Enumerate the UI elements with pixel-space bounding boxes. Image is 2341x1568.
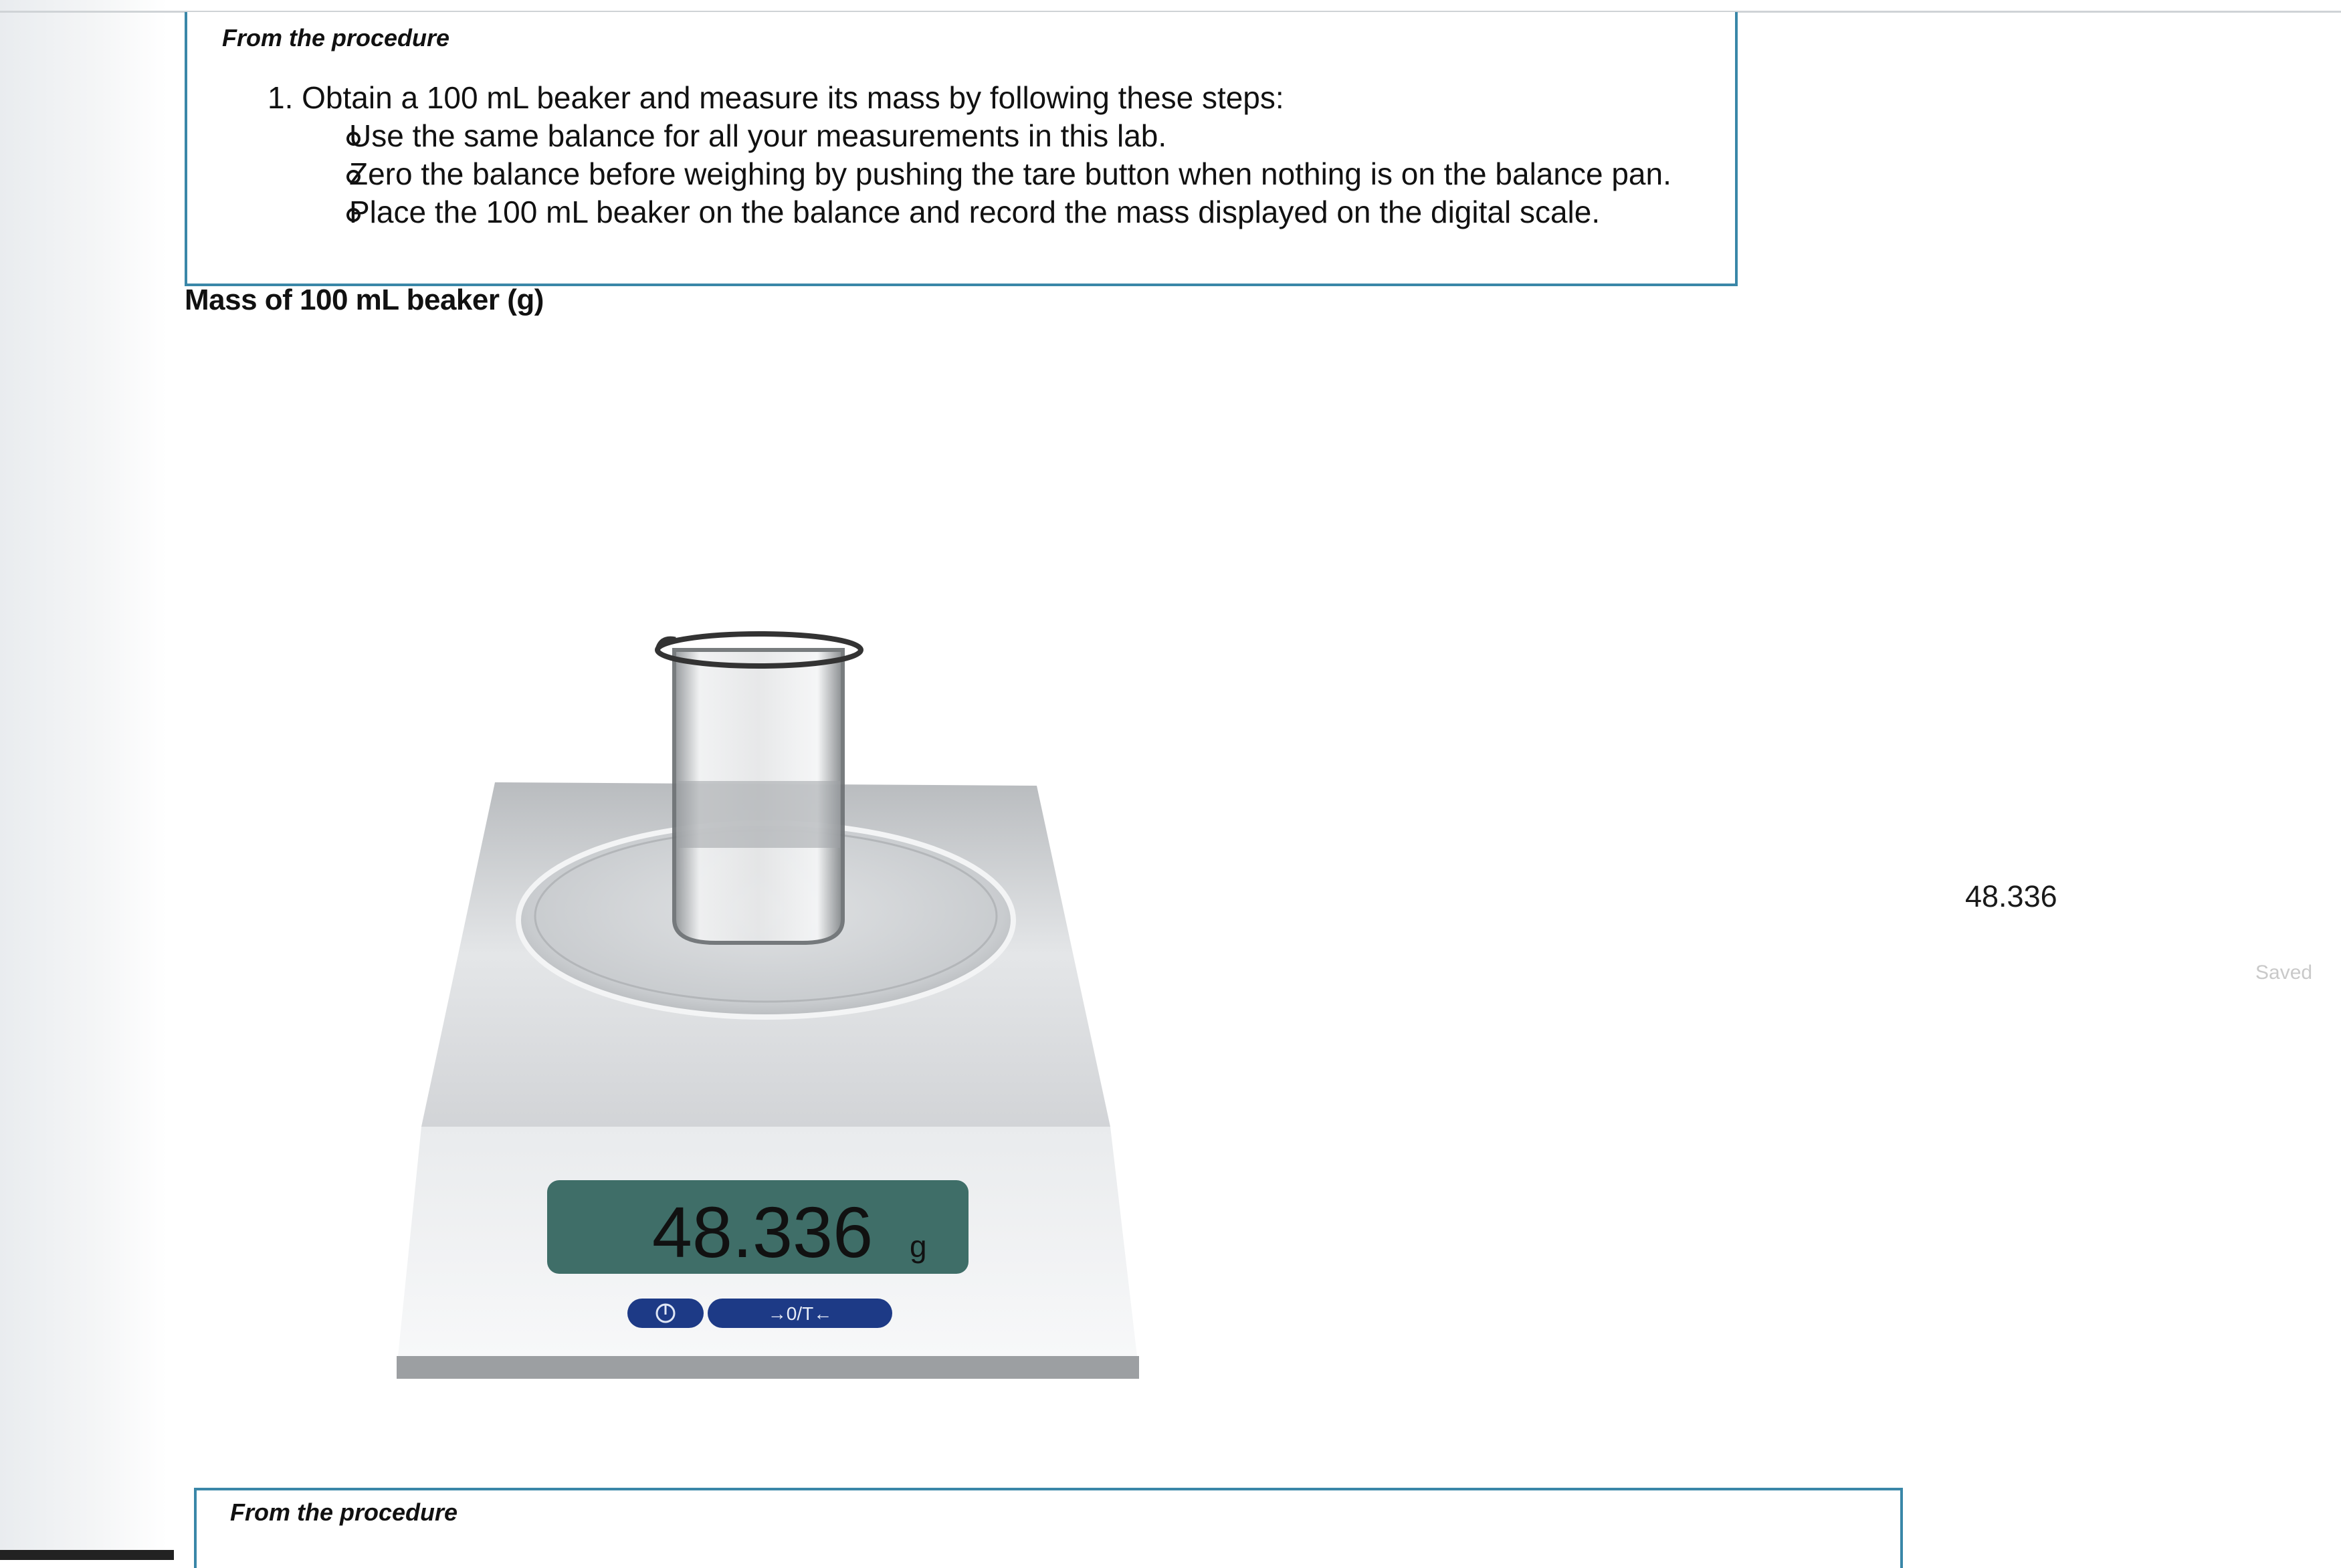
display-unit: g (910, 1229, 927, 1264)
balance-simulation[interactable] (375, 588, 1164, 1397)
bullet-text: Zero the balance before weighing by pushing the tare button when nothing is on the balance pan. (349, 156, 1671, 191)
procedure-title: From the procedure (222, 24, 450, 51)
bullet-circle-icon (346, 170, 361, 184)
bullet-text: Place the 100 mL beaker on the balance and record the mass displayed on the digital scale. (349, 195, 1601, 229)
display-value: 48.336 (651, 1192, 874, 1272)
bullet-circle-icon (346, 132, 361, 146)
procedure-bullet (268, 155, 1671, 193)
next-procedure-box (194, 1488, 1903, 1568)
bottom-edge-shade (0, 1550, 174, 1560)
beaker-icon (657, 634, 861, 943)
bullet-text: Use the same balance for all your measurements in this lab. (349, 118, 1167, 153)
tare-label: →0/T← (767, 1303, 833, 1324)
step-text: Obtain a 100 mL beaker and measure its mass by following these steps: (302, 80, 1284, 115)
saved-status: Saved (2255, 962, 2313, 984)
next-procedure-title: From the procedure (230, 1498, 458, 1526)
procedure-list (268, 79, 1671, 231)
left-margin-shade (0, 0, 167, 1560)
bullet-circle-icon (346, 208, 361, 222)
procedure-box (185, 12, 1738, 286)
procedure-bullet (268, 193, 1671, 231)
answer-value[interactable]: 48.336 (1965, 879, 2057, 913)
balance-base-edge (397, 1356, 1139, 1379)
procedure-bullet (268, 117, 1671, 155)
procedure-step (268, 79, 1671, 117)
question-label: Mass of 100 mL beaker (g) (185, 284, 544, 316)
step-number: 1. (268, 80, 294, 115)
